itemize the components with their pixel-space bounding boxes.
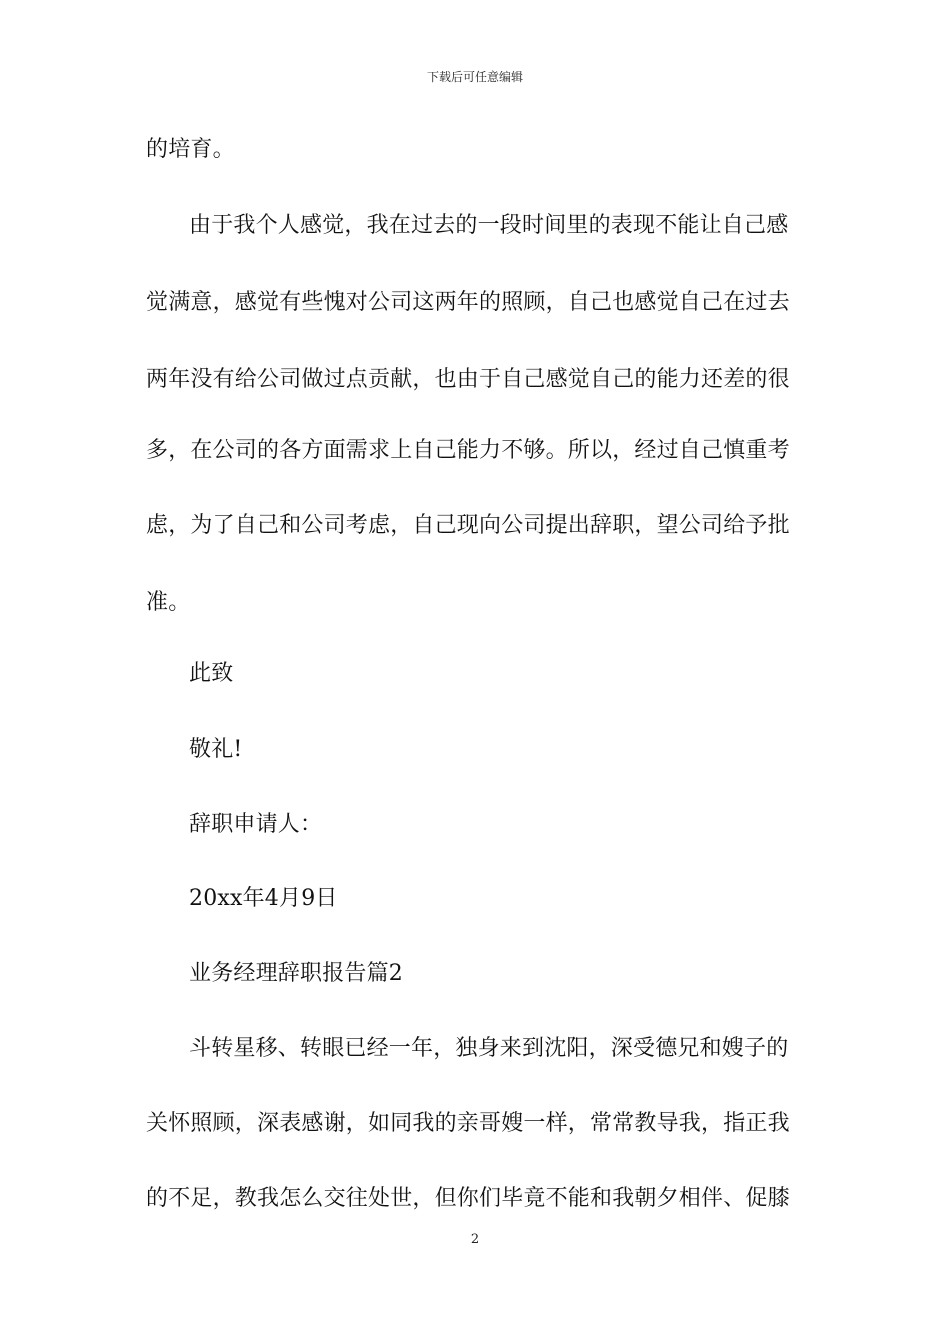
date-line: 20xx年4月9日 <box>189 886 338 911</box>
closing: 敬礼! <box>189 737 243 762</box>
paragraph-line: 多，在公司的各方面需求上自己能力不够。所以，经过自己慎重考 <box>146 438 790 463</box>
salutation: 此致 <box>189 661 234 686</box>
page-number: 2 <box>470 1232 480 1247</box>
paragraph-line: 两年没有给公司做过点贡献，也由于自己感觉自己的能力还差的很 <box>146 367 790 392</box>
section-title: 业务经理辞职报告篇2 <box>189 961 403 986</box>
page-header: 下载后可任意编辑 <box>426 70 523 84</box>
paragraph-line: 准。 <box>146 590 191 615</box>
paragraph-line: 斗转星移、转眼已经一年，独身来到沈阳，深受德兄和嫂子的 <box>189 1036 789 1061</box>
paragraph-line: 关怀照顾，深表感谢，如同我的亲哥嫂一样，常常教导我，指正我 <box>146 1111 790 1136</box>
paragraph-line: 的培育。 <box>146 137 235 162</box>
paragraph-line: 觉满意，感觉有些愧对公司这两年的照顾，自己也感觉自己在过去 <box>146 290 790 315</box>
paragraph-line: 由于我个人感觉，我在过去的一段时间里的表现不能让自己感 <box>189 213 789 238</box>
paragraph-line: 的不足，教我怎么交往处世，但你们毕竟不能和我朝夕相伴、促膝 <box>146 1186 790 1211</box>
signature-label: 辞职申请人： <box>189 812 323 837</box>
paragraph-line: 虑，为了自己和公司考虑，自己现向公司提出辞职，望公司给予批 <box>146 513 790 538</box>
